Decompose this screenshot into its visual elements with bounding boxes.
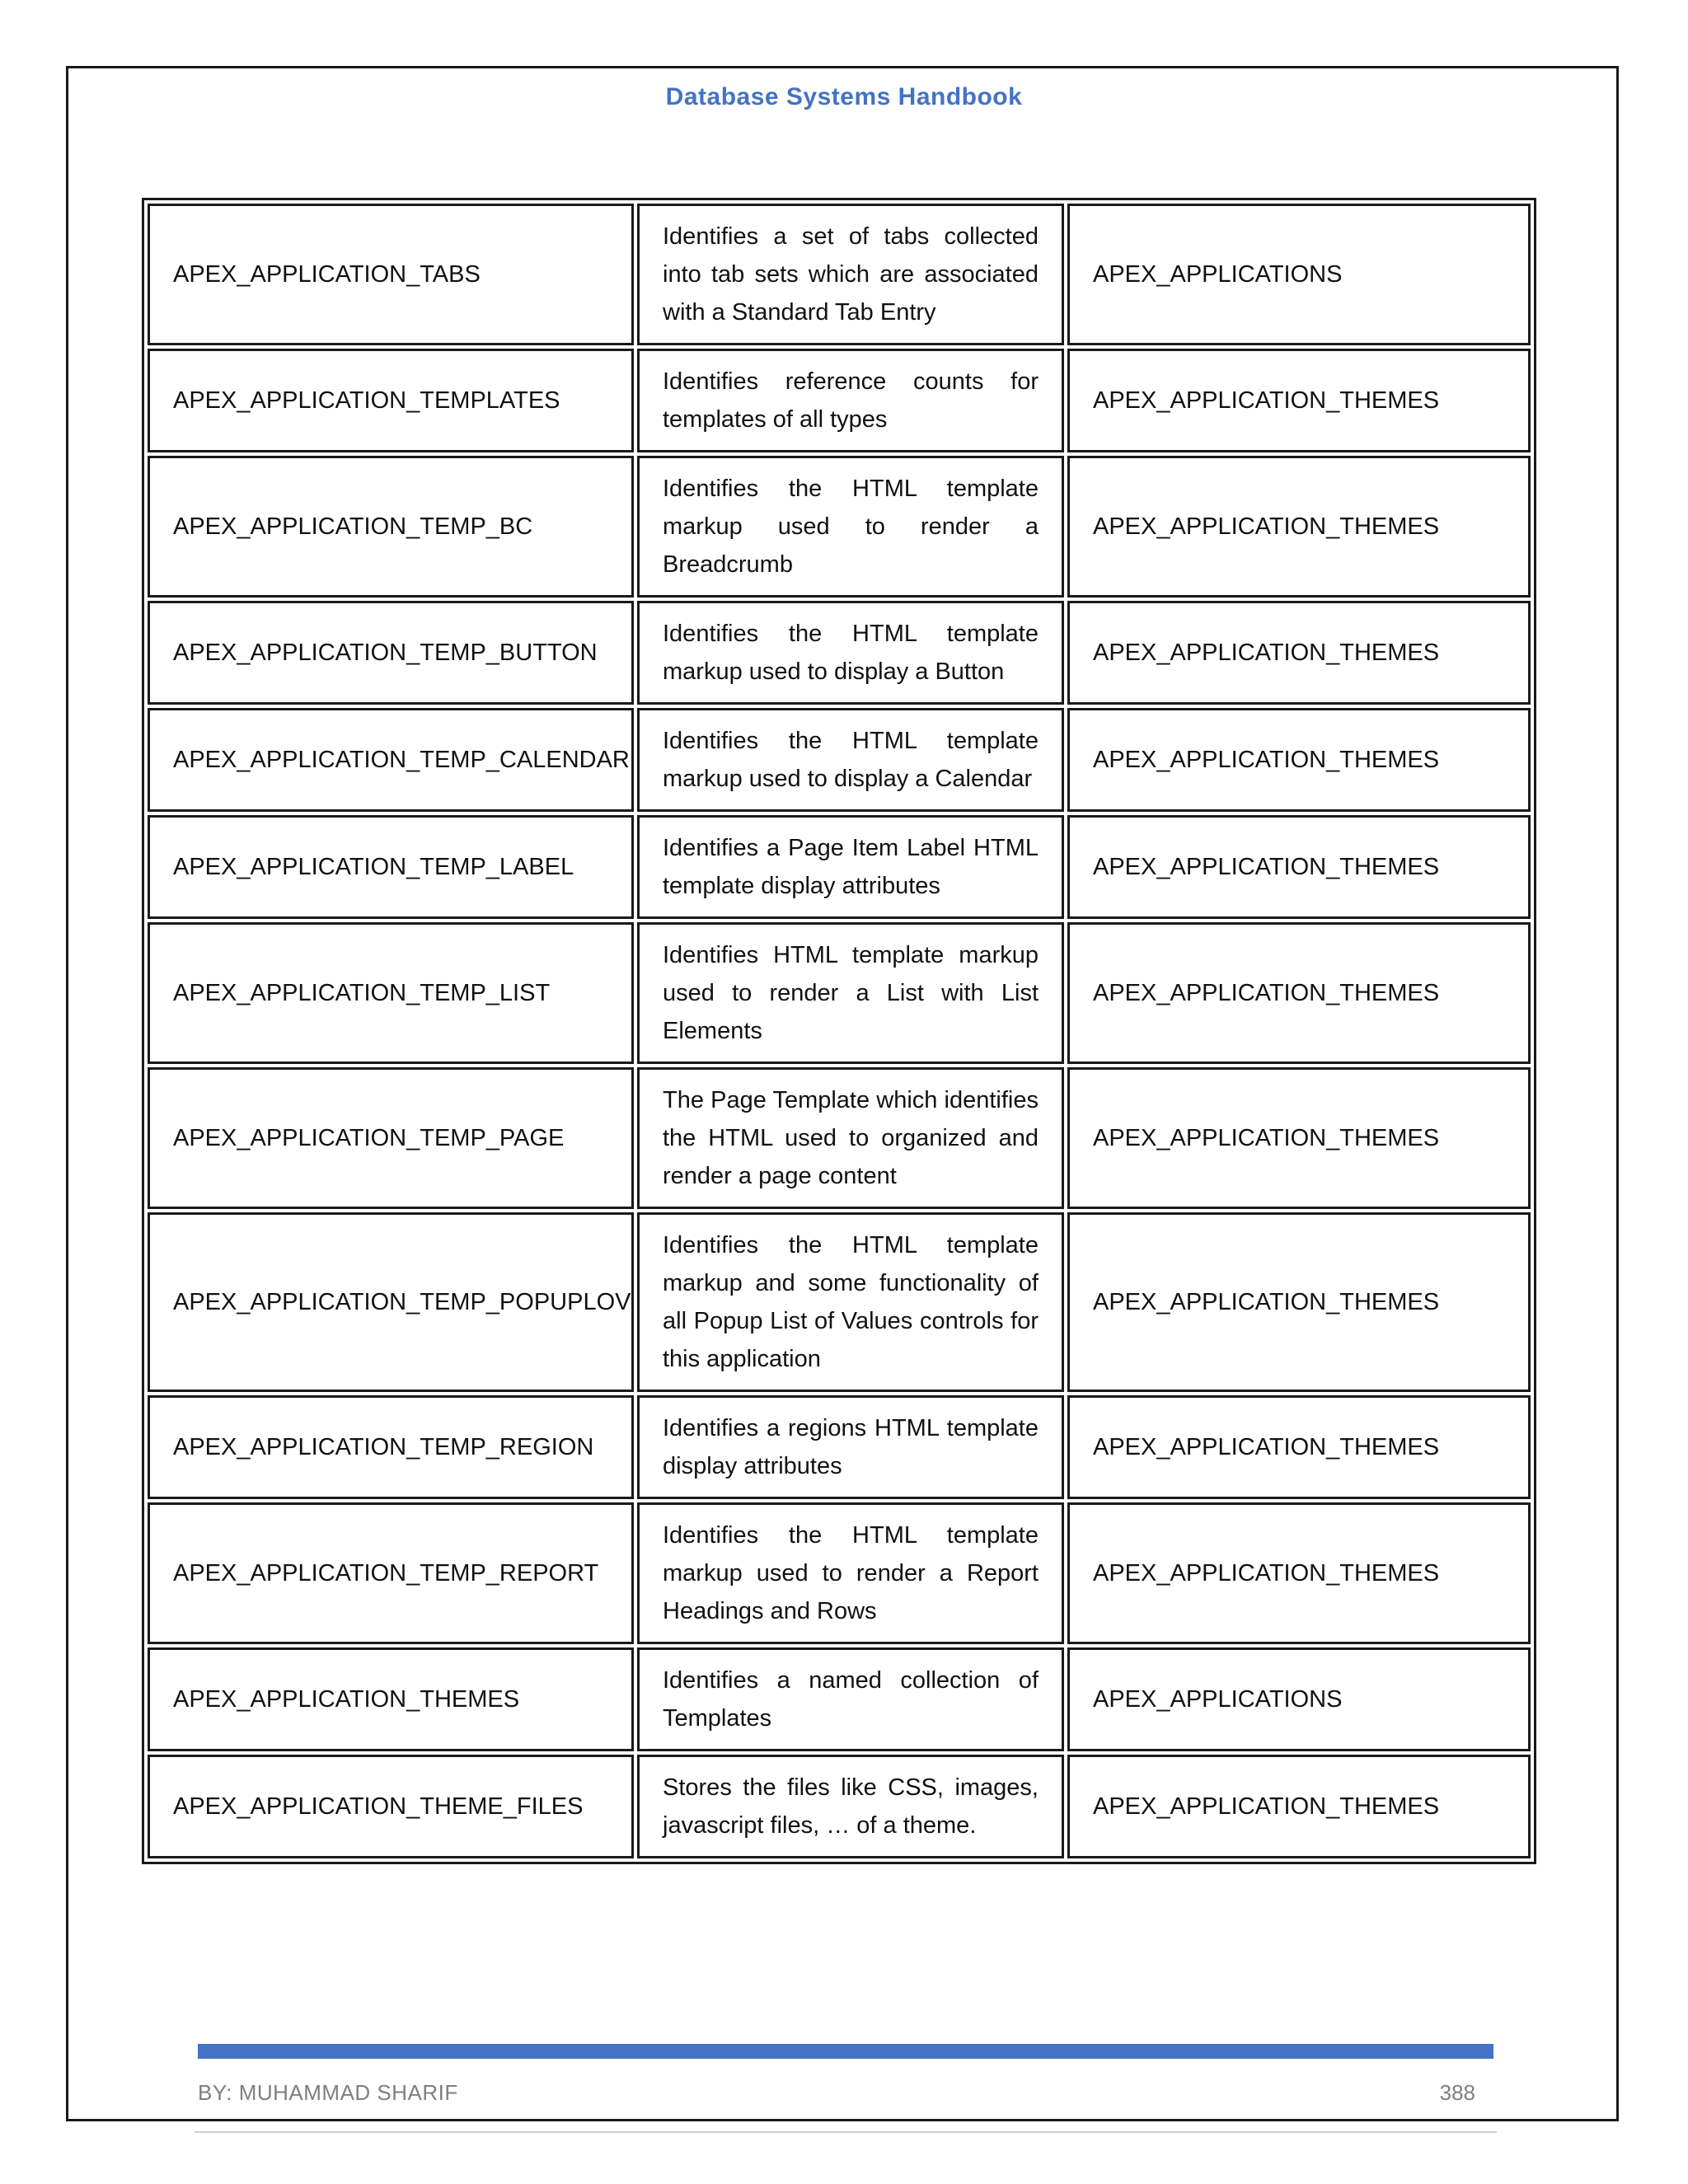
- description-cell: Identifies the HTML template markup used to render a Report Headings and Rows: [637, 1502, 1064, 1644]
- table-row: [148, 1212, 1531, 1392]
- table-row: [148, 1067, 1531, 1209]
- view-name-cell: APEX_APPLICATION_TABS: [148, 204, 634, 345]
- footer-divider: [195, 2131, 1497, 2133]
- apex-views-table: [142, 198, 1536, 1864]
- description-cell: Identifies a named collection of Templates: [637, 1647, 1064, 1751]
- parent-view-cell: APEX_APPLICATION_THEMES: [1067, 815, 1531, 919]
- view-name-cell: APEX_APPLICATION_TEMP_LABEL: [148, 815, 634, 919]
- table-row: [148, 815, 1531, 919]
- page-header-title: Database Systems Handbook: [665, 83, 1023, 110]
- parent-view-cell: APEX_APPLICATION_THEMES: [1067, 1067, 1531, 1209]
- description-cell: The Page Template which identifies the HTML used to organized and render a page content: [637, 1067, 1064, 1209]
- description-cell: Identifies the HTML template markup used to display a Calendar: [637, 708, 1064, 812]
- description-cell: Identifies the HTML template markup used to display a Button: [637, 601, 1064, 705]
- table-row: [148, 1647, 1531, 1751]
- description-cell: Identifies the HTML template markup and some functionality of all Popup List of Values controls for this application: [637, 1212, 1064, 1392]
- view-name-cell: APEX_APPLICATION_TEMP_BUTTON: [148, 601, 634, 705]
- view-name-cell: APEX_APPLICATION_TEMP_REPORT: [148, 1502, 634, 1644]
- parent-view-cell: APEX_APPLICATION_THEMES: [1067, 456, 1531, 598]
- table-row: [148, 349, 1531, 452]
- description-cell: Identifies HTML template markup used to render a List with List Elements: [637, 922, 1064, 1064]
- description-cell: Stores the files like CSS, images, javascript files, … of a theme.: [637, 1755, 1064, 1858]
- parent-view-cell: APEX_APPLICATION_THEMES: [1067, 1755, 1531, 1858]
- footer-accent-bar: [198, 2044, 1493, 2059]
- table-row: [148, 601, 1531, 705]
- view-name-cell: APEX_APPLICATION_TEMPLATES: [148, 349, 634, 452]
- parent-view-cell: APEX_APPLICATION_THEMES: [1067, 708, 1531, 812]
- description-cell: Identifies reference counts for templates of all types: [637, 349, 1064, 452]
- view-name-cell: APEX_APPLICATION_TEMP_CALENDAR: [148, 708, 634, 812]
- description-cell: Identifies a set of tabs collected into tab sets which are associated with a Standard Tab Entry: [637, 204, 1064, 345]
- parent-view-cell: APEX_APPLICATION_THEMES: [1067, 1212, 1531, 1392]
- description-cell: Identifies the HTML template markup used to render a Breadcrumb: [637, 456, 1064, 598]
- view-name-cell: APEX_APPLICATION_THEME_FILES: [148, 1755, 634, 1858]
- view-name-cell: APEX_APPLICATION_TEMP_BC: [148, 456, 634, 598]
- table-row: [148, 708, 1531, 812]
- view-name-cell: APEX_APPLICATION_TEMP_PAGE: [148, 1067, 634, 1209]
- parent-view-cell: APEX_APPLICATION_THEMES: [1067, 601, 1531, 705]
- table-row: [148, 204, 1531, 345]
- parent-view-cell: APEX_APPLICATIONS: [1067, 204, 1531, 345]
- table-container: [142, 198, 1531, 1864]
- table-row: [148, 922, 1531, 1064]
- table-row: [148, 456, 1531, 598]
- view-name-cell: APEX_APPLICATION_TEMP_POPUPLOV: [148, 1212, 634, 1392]
- view-name-cell: APEX_APPLICATION_TEMP_REGION: [148, 1395, 634, 1499]
- view-name-cell: APEX_APPLICATION_TEMP_LIST: [148, 922, 634, 1064]
- footer-author: BY: MUHAMMAD SHARIF: [198, 2080, 458, 2105]
- table-body: [148, 204, 1531, 1858]
- parent-view-cell: APEX_APPLICATION_THEMES: [1067, 1502, 1531, 1644]
- parent-view-cell: APEX_APPLICATIONS: [1067, 1647, 1531, 1751]
- description-cell: Identifies a regions HTML template display attributes: [637, 1395, 1064, 1499]
- parent-view-cell: APEX_APPLICATION_THEMES: [1067, 922, 1531, 1064]
- view-name-cell: APEX_APPLICATION_THEMES: [148, 1647, 634, 1751]
- table-row: [148, 1502, 1531, 1644]
- table-row: [148, 1755, 1531, 1858]
- parent-view-cell: APEX_APPLICATION_THEMES: [1067, 349, 1531, 452]
- footer-page-number: 388: [1439, 2080, 1475, 2105]
- table-row: [148, 1395, 1531, 1499]
- parent-view-cell: APEX_APPLICATION_THEMES: [1067, 1395, 1531, 1499]
- description-cell: Identifies a Page Item Label HTML template display attributes: [637, 815, 1064, 919]
